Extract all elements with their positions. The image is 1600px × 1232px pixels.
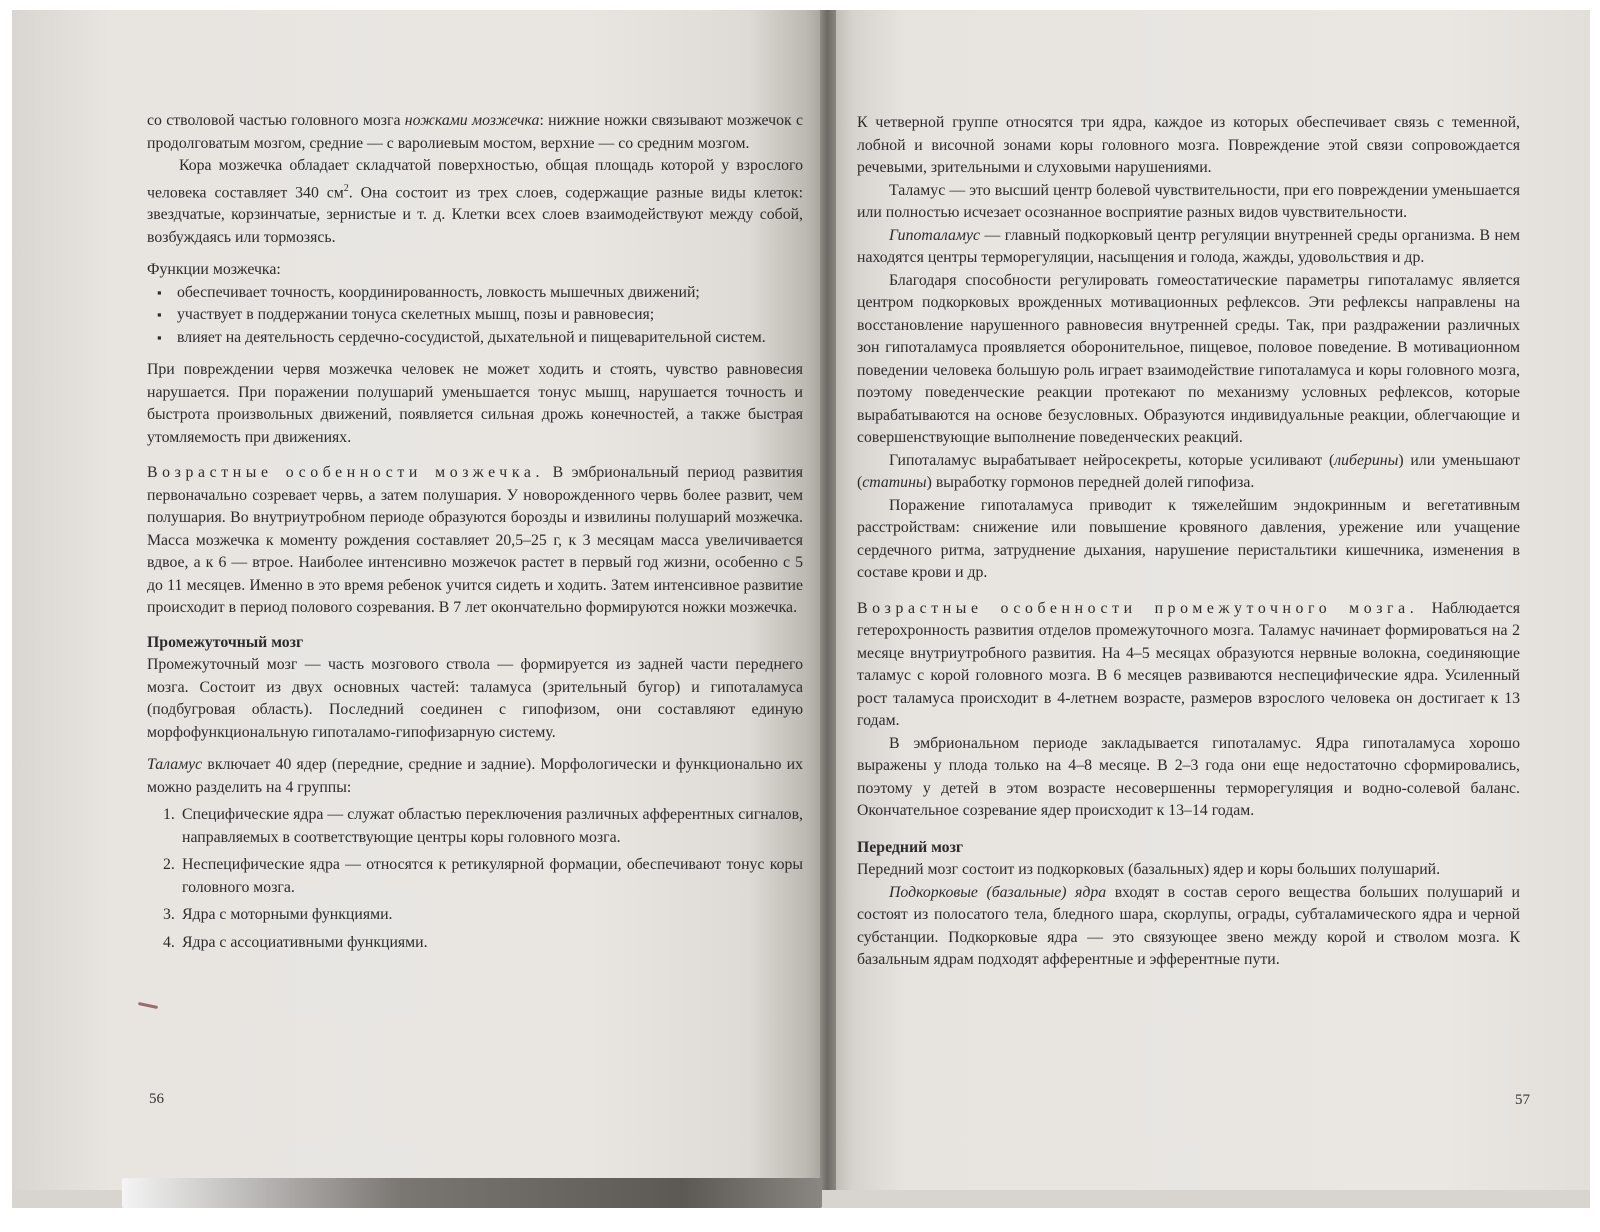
page-edge-shadow bbox=[122, 1178, 822, 1208]
list-number: 1. bbox=[163, 806, 175, 824]
text-run: — главный подкорковый центр регуляции внутренней среды организма. В нем находятся центры терморегуляции, насыщения и голода, жажды, удовольствия и др. bbox=[857, 226, 1520, 266]
italic-term: либерины bbox=[1334, 451, 1399, 469]
paragraph bbox=[147, 754, 803, 799]
page-number: 56 bbox=[149, 1091, 164, 1107]
list-text: Специфические ядра — служат областью переключения различных афферентных сигналов, направляемых в соответствующие центры коры головного мозга. bbox=[182, 806, 803, 846]
text-run: ) или уменьшают ( bbox=[857, 451, 1520, 491]
section-title: Промежуточный мозг bbox=[147, 633, 304, 651]
paragraph bbox=[857, 882, 1520, 972]
right-page bbox=[830, 10, 1590, 1190]
page-number: 57 bbox=[1515, 1092, 1530, 1108]
italic-term: ножками мозжечка bbox=[404, 112, 540, 129]
text-run: . Она состоит из трех слоев, содержащие разные виды клеток: звездчатые, корзинчатые, зернистые и т. д. Клетки всех слоев взаимодействуют между собой, возбуждаясь или тормозясь. bbox=[147, 183, 803, 246]
paragraph: Таламус — это высший центр болевой чувствительности, при его повреждении уменьшается или полностью исчезает осознанное восприятие разных видов чувствительности. bbox=[857, 181, 1520, 221]
list-number: 4. bbox=[163, 933, 175, 951]
italic-term: Гипоталамус bbox=[889, 226, 980, 244]
list-item bbox=[163, 904, 803, 927]
spaced-heading: Возрастные особенности промежуточного мозга. bbox=[857, 599, 1419, 617]
spaced-heading: Возрастные особенности мозжечка. bbox=[147, 464, 545, 482]
left-page bbox=[12, 10, 830, 1190]
text-run: входят в состав серого вещества больших полушарий и состоят из полосатого тела, бледного шара, скорлупы, ограды, субталамического ядра и черной субстанции. Подкорковые ядра — это связующее звено между корой и стволом мозга. К базальным ядрам подходят афферентные и эфферентные пути. bbox=[857, 883, 1520, 968]
book-gutter bbox=[820, 10, 836, 1190]
text-run: ) выработку гормонов передней долей гипофиза. bbox=[926, 474, 1255, 491]
italic-term: Подкорковые (базальные) ядра bbox=[889, 883, 1107, 901]
text-run: Кора мозжечка обладает складчатой поверхностью, общая площадь которой у взрослого человека составляет 340 см bbox=[147, 157, 803, 201]
paragraph bbox=[147, 462, 803, 620]
list-item bbox=[163, 932, 803, 955]
paragraph bbox=[147, 110, 803, 155]
text-run: включает 40 ядер (передние, средние и задние). Морфологически и функционально их можно разделить на 4 группы: bbox=[147, 756, 803, 796]
section-title: Передний мозг bbox=[857, 838, 964, 856]
superscript: 2 bbox=[343, 182, 349, 194]
paragraph bbox=[857, 225, 1520, 270]
list-text: Ядра с моторными функциями. bbox=[182, 906, 393, 924]
left-page-text bbox=[147, 110, 803, 954]
list-text: Неспецифические ядра — относятся к ретикулярной формации, обеспечивают тонус коры головного мозга. bbox=[182, 856, 803, 896]
paragraph: Благодаря способности регулировать гомеостатические параметры гипоталамус является центром подкорковых врожденных мотивационных рефлексов. Эти рефлексы направлены на восстановление нарушенного равновесия внутренней среды. Так, при раздражении различных зон гипоталамуса проявляется оборонительное, пищевое, половое поведение. В мотивационном поведении человека большую роль играет взаимодействие гипоталамуса и коры головного мозга, поэтому поведенческие реакции протекают по механизму условных рефлексов, которые вырабатываются на основе безусловных. Образуются индивидуальные реакции, облегчающие и совершенствующие выполнение поведенческих реакций. bbox=[857, 271, 1520, 446]
text-run: : нижние ножки связывают мозжечок с продолговатым мозгом, средние — с варолиевым мостом, верхние — со средним мозгом. bbox=[147, 112, 803, 152]
paragraph: Поражение гипоталамуса приводит к тяжелейшим эндокринным и вегетативным расстройствам: снижение или повышение кровяного давления, урежение или учащение сердечного ритма, затруднение дыхания, нарушение перистальтики кишечника, изменения в составе крови и др. bbox=[857, 496, 1520, 581]
groups-list bbox=[147, 804, 803, 954]
italic-term: Таламус bbox=[147, 756, 203, 774]
text-run: Гипоталамус вырабатывает нейросекреты, которые усиливают ( bbox=[889, 451, 1335, 469]
list-text: Ядра с ассоциативными функциями. bbox=[182, 933, 428, 951]
text-run: со стволовой частью головного мозга bbox=[147, 112, 405, 129]
book-spread bbox=[12, 10, 1590, 1208]
paragraph bbox=[857, 450, 1520, 495]
functions-title: Функции мозжечка: bbox=[147, 261, 281, 279]
text-run: Наблюдается гетерохронность развития отделов промежуточного мозга. Таламус начинает формироваться на 2 месяце внутриутробного развития. На 4–5 месяцах образуются нервные волокна, соединяющие таламус с корой головного мозга. В 6 месяцев развиваются неспецифические ядра. Усиленный рост таламуса происходит в 4-летнем возрасте, размеров взрослого человека он достигает к 13 годам. bbox=[857, 599, 1520, 729]
paragraph bbox=[147, 155, 803, 249]
text-run: В эмбриональный период развития первоначально созревает червь, а затем полушария. У новорожденного червь более развит, чем полушария. Во внутриутробном периоде образуются борозды и извилины полушарий мозжечка. Масса мозжечка к моменту рождения составляет 20,5–25 г, к 3 месяцам масса увеличивается вдвое, а к 6 — втрое. Наиболее интенсивно мозжечок растет в первый год жизни, особенно с 5 до 11 месяцев. Именно в это время ребенок учится сидеть и ходить. Затем интенсивное развитие происходит в период полового созревания. В 7 лет окончательно формируются ножки мозжечка. bbox=[147, 464, 803, 617]
paragraph: К четверной группе относятся три ядра, каждое из которых обеспечивает связь с теменной, лобной и височной зонами коры головного мозга. Повреждение этой связи сопровождается речевыми, зрительными и слуховыми нарушениями. bbox=[857, 114, 1520, 176]
list-item: ▪ обеспечивает точность, координированность, ловкость мышечных движений; bbox=[177, 282, 803, 305]
list-item bbox=[163, 804, 803, 849]
right-page-text bbox=[857, 112, 1520, 972]
paragraph bbox=[857, 598, 1520, 733]
paragraph: При повреждении червя мозжечка человек не может ходить и стоять, чувство равновесия нарушается. При поражении полушарий уменьшается тонус мышц, нарушается точность и быстрота произвольных движений, появляется сильная дрожь конечностей, а также быстрая утомляемость при движениях. bbox=[147, 361, 803, 446]
paragraph: Промежуточный мозг — часть мозгового ствола — формируется из задней части переднего мозга. Состоит из двух основных частей: таламуса (зрительный бугор) и гипоталамуса (подбугровая область). Последний соединен с гипофизом, они составляют единую морфофункциональную гипоталамо-гипофизарную систему. bbox=[147, 656, 803, 741]
list-item: ▪ влияет на деятельность сердечно-сосудистой, дыхательной и пищеварительной систем. bbox=[177, 327, 803, 350]
list-item: ▪ участвует в поддержании тонуса скелетных мышц, позы и равновесия; bbox=[177, 304, 803, 327]
italic-term: статины bbox=[862, 474, 927, 491]
paragraph: В эмбриональном периоде закладывается гипоталамус. Ядра гипоталамуса хорошо выражены у плода только на 4–8 месяце. В 2–3 года они еще недостаточно сформировались, поэтому у детей в этом возрасте несовершенны терморегуляция и водно-солевой баланс. Окончательное созревание ядер происходит к 13–14 годам. bbox=[857, 734, 1520, 819]
paragraph: Передний мозг состоит из подкорковых (базальных) ядер и коры больших полушарий. bbox=[857, 861, 1441, 878]
functions-list bbox=[147, 282, 803, 350]
pen-mark bbox=[138, 1002, 158, 1009]
list-number: 2. bbox=[163, 856, 175, 874]
list-number: 3. bbox=[163, 906, 175, 924]
list-item bbox=[163, 854, 803, 899]
